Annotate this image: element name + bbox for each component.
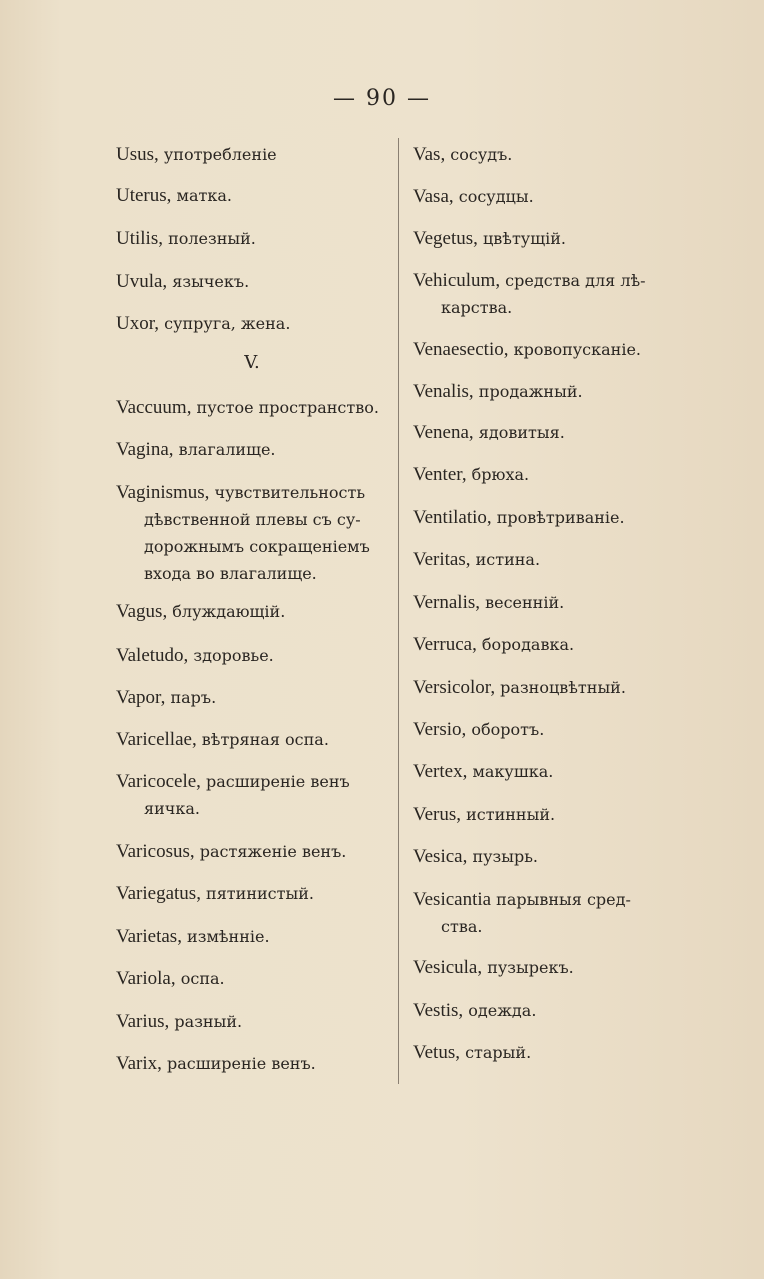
entry-term: Utilis, bbox=[116, 228, 163, 249]
entry-definition: провѣтриваніе. bbox=[496, 508, 625, 527]
entry-term: Uvula, bbox=[116, 271, 168, 292]
entry-definition: пузырекъ. bbox=[487, 958, 574, 977]
entry-definition: брюха. bbox=[471, 465, 530, 484]
entry-term: Versio, bbox=[413, 719, 467, 740]
entry bbox=[116, 268, 388, 295]
entry bbox=[116, 479, 388, 587]
entry-definition: расширеніе венъ. bbox=[167, 1054, 316, 1073]
entry-continuation: дѣвственной плевы съ су- bbox=[144, 510, 361, 529]
entry-term: Venter, bbox=[413, 464, 467, 485]
entry-definition: цвѣтущій. bbox=[483, 229, 566, 248]
entry-definition: пузырь. bbox=[472, 847, 539, 866]
entry-definition: оспа. bbox=[180, 969, 225, 988]
entry bbox=[413, 758, 693, 785]
entry-term: Valetudo, bbox=[116, 645, 189, 666]
entry bbox=[116, 923, 388, 950]
entry-continuation: входа во влагалище. bbox=[144, 564, 317, 583]
entry bbox=[413, 546, 693, 573]
entry-definition: влагалище. bbox=[178, 440, 276, 459]
entry-term: Vehiculum, bbox=[413, 270, 501, 291]
entry bbox=[116, 394, 388, 421]
entry-definition: весенній. bbox=[485, 593, 565, 612]
entry bbox=[116, 182, 388, 209]
entry-term: Uxor, bbox=[116, 313, 160, 334]
entry-term: Vas, bbox=[413, 144, 446, 165]
entry-term: Venena, bbox=[413, 422, 474, 443]
entry-definition: бородавка. bbox=[481, 635, 575, 654]
entry bbox=[116, 768, 388, 822]
column-divider bbox=[398, 138, 399, 1084]
entry bbox=[413, 419, 693, 446]
entry bbox=[413, 631, 693, 658]
entry bbox=[116, 726, 388, 753]
entry-term: Venaesectio, bbox=[413, 339, 509, 360]
entry-term: Vagus, bbox=[116, 601, 168, 622]
entry-term: Vesicula, bbox=[413, 957, 483, 978]
entry-definition: язычекъ. bbox=[172, 272, 250, 291]
entry-definition: истинный. bbox=[466, 805, 556, 824]
entry bbox=[116, 598, 388, 625]
entry-definition: кровопусканіе. bbox=[513, 340, 642, 359]
entry-definition: блуждающій. bbox=[172, 602, 286, 621]
entry-definition: употребленіе bbox=[163, 145, 277, 164]
entry bbox=[413, 141, 693, 168]
entry bbox=[413, 843, 693, 870]
entry-term: Vagina, bbox=[116, 439, 174, 460]
entry-definition: ядовитыя. bbox=[478, 423, 565, 442]
entry-definition: старый. bbox=[465, 1043, 532, 1062]
entry-definition: разноцвѣтный. bbox=[500, 678, 626, 697]
entry bbox=[413, 225, 693, 252]
entry-term: Varicocele, bbox=[116, 771, 201, 792]
entry-term: Ventilatio, bbox=[413, 507, 492, 528]
entry bbox=[413, 997, 693, 1024]
entry-definition: сосудъ. bbox=[450, 145, 513, 164]
entry-continuation: ства. bbox=[441, 917, 483, 936]
entry-term: Vertex, bbox=[413, 761, 468, 782]
entry-definition: пятинистый. bbox=[206, 884, 314, 903]
entry-continuation: дорожнымъ сокращеніемъ bbox=[144, 537, 370, 556]
entry bbox=[413, 461, 693, 488]
entry-definition: средства для лѣ- bbox=[505, 271, 646, 290]
entry bbox=[116, 965, 388, 992]
entry-definition: растяженіе венъ. bbox=[199, 842, 347, 861]
entry-term: Verruca, bbox=[413, 634, 477, 655]
entry-continuation: яичка. bbox=[144, 799, 200, 818]
entry-definition: вѣтряная оспа. bbox=[201, 730, 329, 749]
entry-definition: макушка. bbox=[472, 762, 554, 781]
entry bbox=[413, 267, 693, 321]
entry-term: Vetus, bbox=[413, 1042, 460, 1063]
entry bbox=[116, 1008, 388, 1035]
entry bbox=[413, 716, 693, 743]
entry-continuation: карства. bbox=[441, 298, 513, 317]
entry-term: Venalis, bbox=[413, 381, 474, 402]
entry-definition: здоровье. bbox=[193, 646, 274, 665]
entry-term: Variola, bbox=[116, 968, 176, 989]
entry-term: Vestis, bbox=[413, 1000, 464, 1021]
entry-definition: расширеніе венъ bbox=[206, 772, 350, 791]
entry bbox=[116, 141, 388, 168]
entry-definition: парывныя сред- bbox=[496, 890, 631, 909]
entry-definition: чувствительность bbox=[214, 483, 366, 502]
entry-definition: разный. bbox=[174, 1012, 243, 1031]
entry-term: Vapor, bbox=[116, 687, 166, 708]
entry-term: Varietas, bbox=[116, 926, 182, 947]
entry bbox=[413, 886, 693, 940]
entry-definition: оборотъ. bbox=[471, 720, 545, 739]
entry-term: Vesicantia bbox=[413, 889, 492, 910]
entry bbox=[116, 642, 388, 669]
entry-term: Veritas, bbox=[413, 549, 471, 570]
entry bbox=[116, 225, 388, 252]
entry-term: Vegetus, bbox=[413, 228, 478, 249]
entry-term: Varius, bbox=[116, 1011, 170, 1032]
entry bbox=[413, 504, 693, 531]
entry-definition: матка. bbox=[176, 186, 232, 205]
entry bbox=[413, 336, 693, 363]
entry-term: Vesica, bbox=[413, 846, 468, 867]
entry bbox=[413, 589, 693, 616]
entry-term: Varix, bbox=[116, 1053, 162, 1074]
entry bbox=[116, 838, 388, 865]
entry bbox=[413, 183, 693, 210]
entry bbox=[116, 436, 388, 463]
entry-definition: продажный. bbox=[478, 382, 583, 401]
entry bbox=[413, 801, 693, 828]
entry-definition: супруга, жена. bbox=[164, 314, 291, 333]
entry bbox=[413, 954, 693, 981]
entry-definition: паръ. bbox=[170, 688, 217, 707]
entry-definition: измѣнніе. bbox=[187, 927, 270, 946]
entry-definition: истина. bbox=[475, 550, 541, 569]
entry-term: Variegatus, bbox=[116, 883, 201, 904]
entry-term: Vaccuum, bbox=[116, 397, 192, 418]
entry-term: Vasa, bbox=[413, 186, 454, 207]
entry-definition: пустое пространство. bbox=[196, 398, 379, 417]
entry-term: Verus, bbox=[413, 804, 462, 825]
entry-term: Vernalis, bbox=[413, 592, 481, 613]
entry bbox=[413, 674, 693, 701]
entry-term: Vaginismus, bbox=[116, 482, 210, 503]
entry-term: Usus, bbox=[116, 144, 159, 165]
section-letter: V. bbox=[244, 352, 260, 373]
entry-definition: одежда. bbox=[468, 1001, 537, 1020]
entry-term: Varicellae, bbox=[116, 729, 197, 750]
entry bbox=[116, 1050, 388, 1077]
entry-term: Varicosus, bbox=[116, 841, 195, 862]
page-number: — 90 — bbox=[333, 86, 431, 111]
entry bbox=[413, 1039, 693, 1066]
entry-definition: полезный. bbox=[168, 229, 256, 248]
entry bbox=[413, 378, 693, 405]
entry bbox=[116, 684, 388, 711]
entry bbox=[116, 310, 388, 337]
entry-term: Uterus, bbox=[116, 185, 172, 206]
entry-term: Versicolor, bbox=[413, 677, 496, 698]
entry bbox=[116, 880, 388, 907]
entry-definition: сосудцы. bbox=[458, 187, 534, 206]
